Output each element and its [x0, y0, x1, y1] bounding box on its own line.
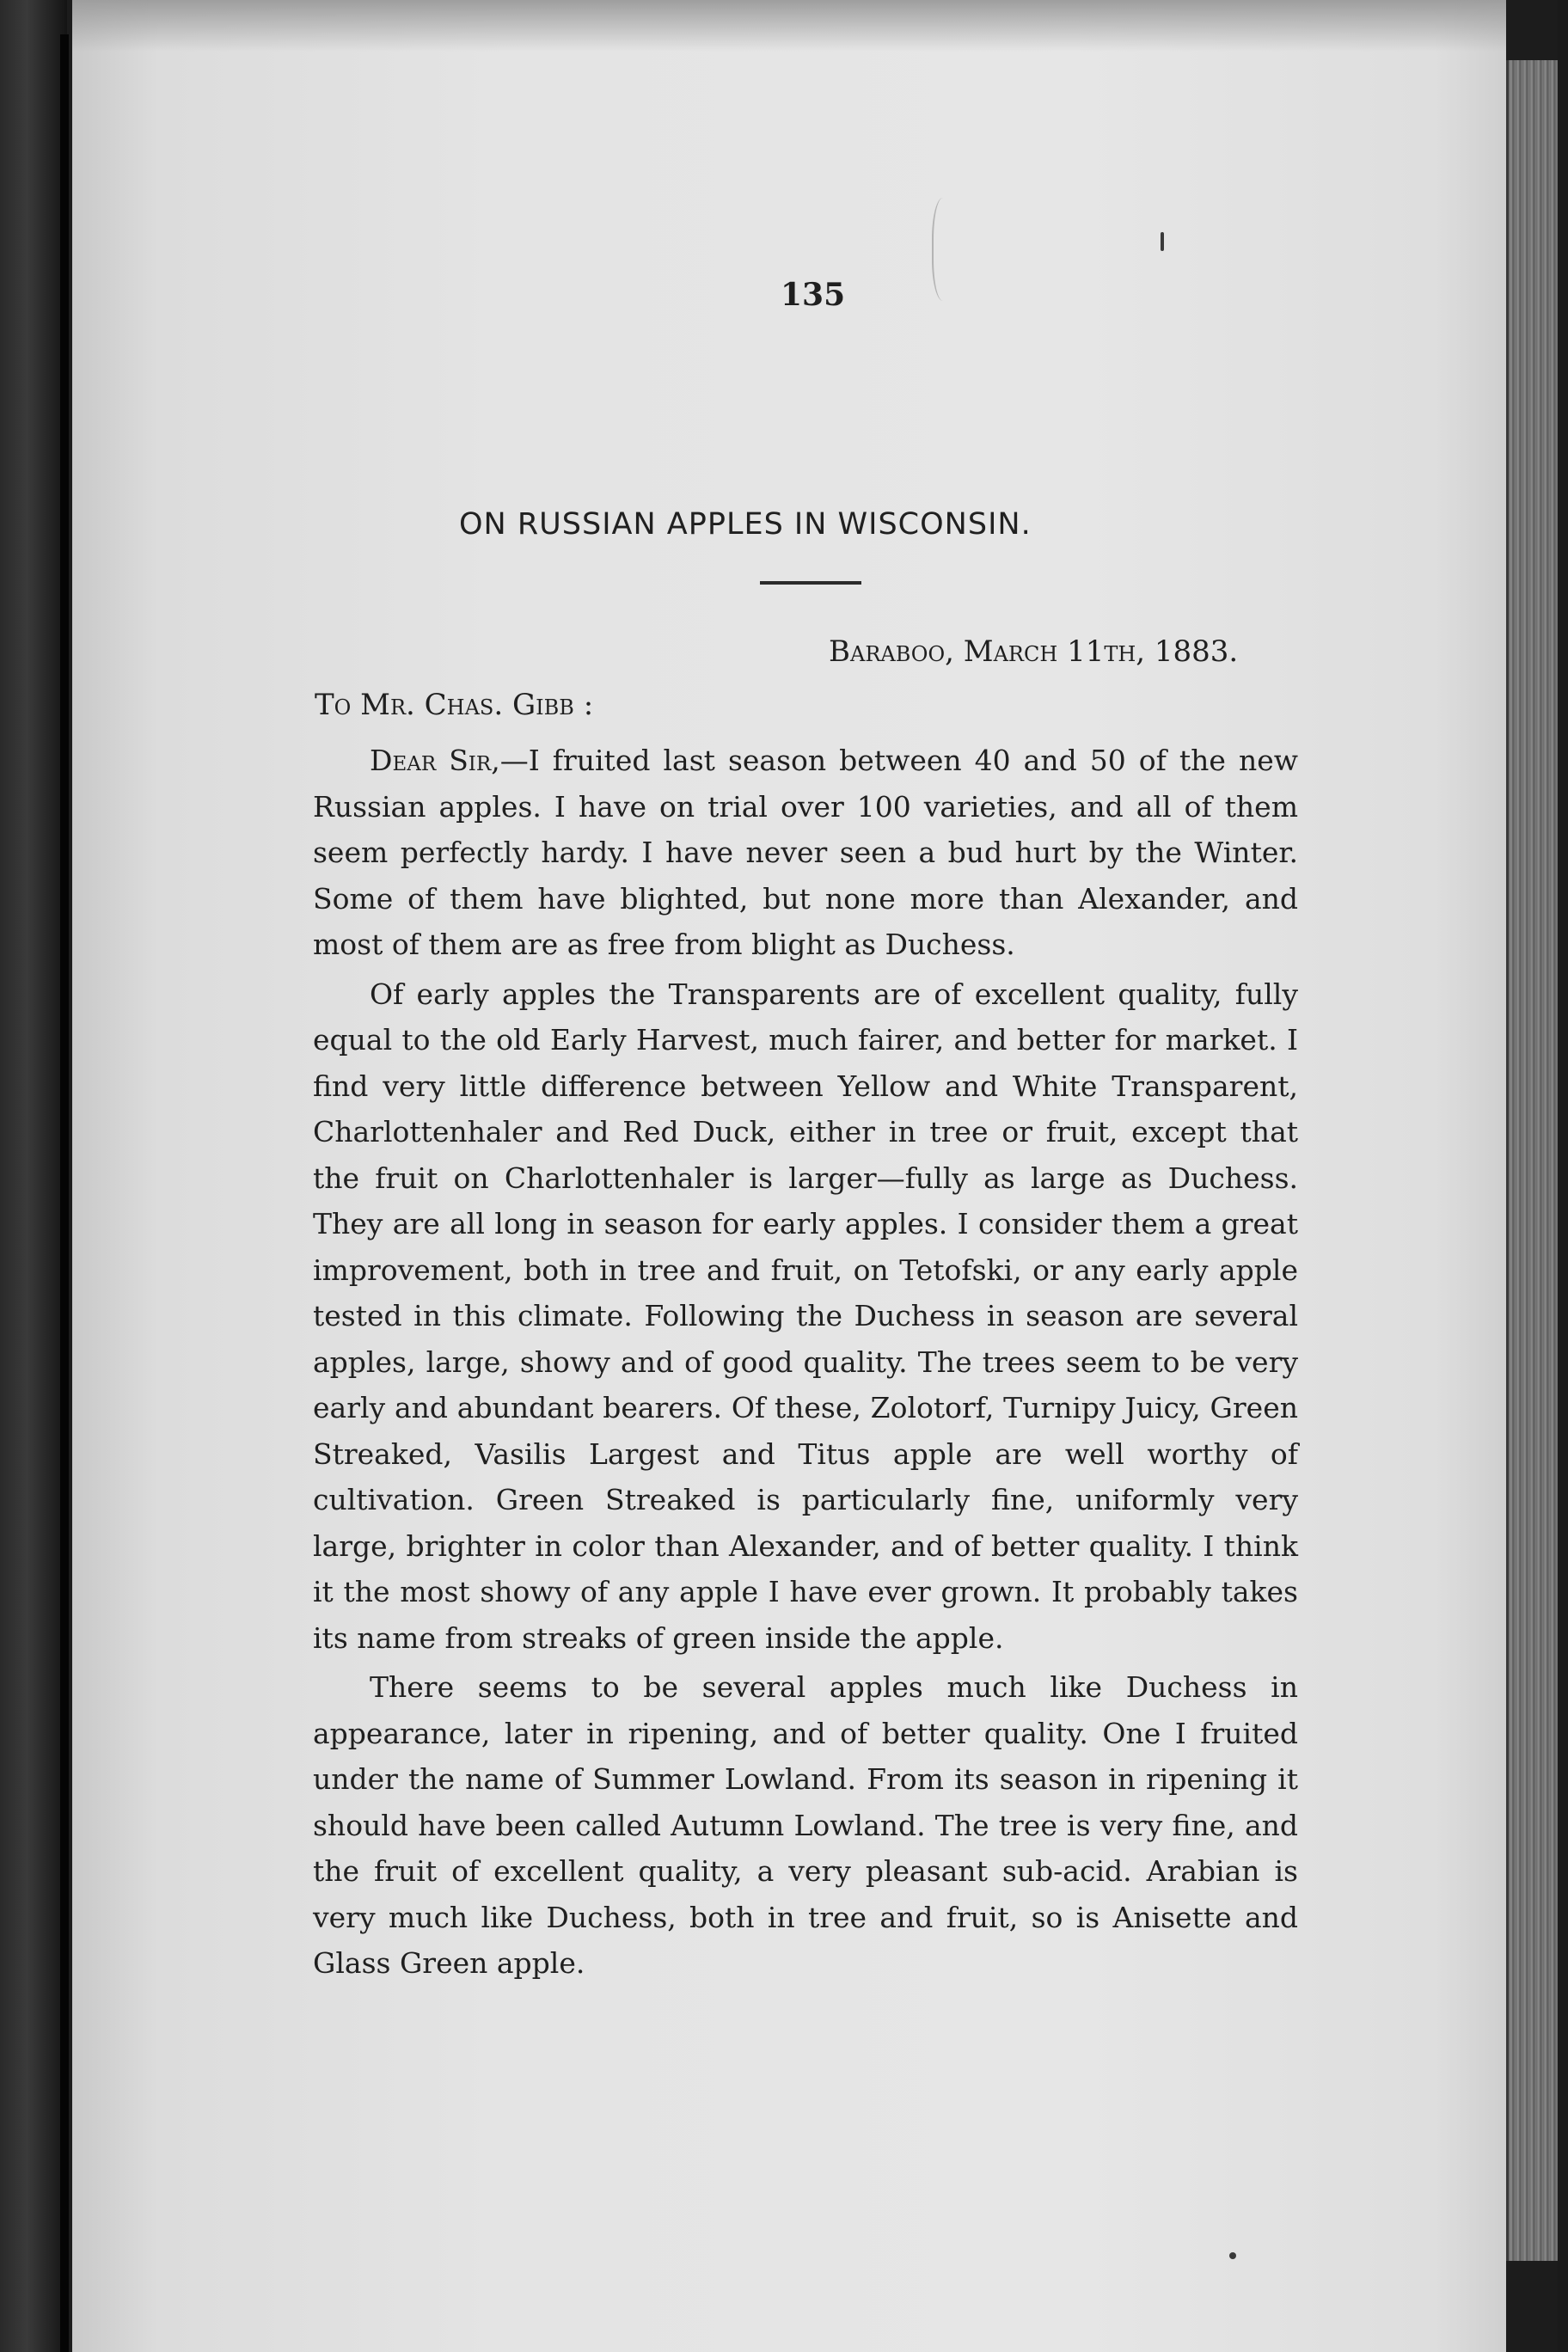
binding-shadow-line	[60, 34, 69, 2352]
scan-mark	[932, 198, 959, 301]
paragraph-text: There seems to be several apples much like Duchess in appearance, later in ripening, and of better quality. One I fruited under the name of Summer Lowland. From its season in ripening it should have been called Autumn Lowland. The tree is very fine, and the fruit of excellent quality, a very pleasant sub-acid. Arabian is very much like Duchess, both in tree and fruit, so is Anisette and Glass Green apple.	[313, 1670, 1298, 1980]
letter-body	[313, 738, 1298, 1987]
letter-dateline: Baraboo, March 11th, 1883.	[829, 634, 1239, 669]
book-page	[72, 0, 1506, 2352]
scan-speck	[1161, 232, 1164, 251]
page-top-shadow	[72, 0, 1506, 52]
binding-gutter	[0, 0, 67, 2352]
paragraph-lead: Dear Sir,	[370, 744, 500, 777]
letter-salutation: To Mr. Chas. Gibb :	[315, 688, 594, 722]
stacked-page-edges	[1506, 60, 1560, 2261]
title-rule-divider	[760, 581, 861, 585]
body-paragraph-2	[313, 971, 1298, 1662]
paragraph-text: —I fruited last season between 40 and 50 of the new Russian apples. I have on trial over 100 varieties, and all of them seem perfectly hardy. I have never seen a bud hurt by the Winter. Some of them have blighted, but none more than Alexander, and most of them are as free from blight as Duchess.	[313, 744, 1298, 961]
page-number: 135	[781, 277, 846, 313]
paragraph-text: Of early apples the Transparents are of excellent quality, fully equal to the old Early Harvest, much fairer, and better for market. I find very little difference between Yellow and White Transparent, Charlottenhaler and Red Duck, either in tree or fruit, except that the fruit on Charlottenhaler is larger—fully as large as Duchess. They are all long in season for early apples. I consider them a great improvement, both in tree and fruit, on Tetofski, or any early apple tested in this climate. Following the Duchess in season are several apples, large, showy and of good quality. The trees seem to be very early and abundant bearers. Of these, Zolotorf, Turnipy Juicy, Green Streaked, Vasilis Largest and Titus apple are well worthy of cultivation. Green Streaked is particularly fine, uniformly very large, brighter in color than Alexander, and of better quality. I think it the most showy of any apple I have ever grown. It probably takes its name from streaks of green inside the apple.	[313, 977, 1298, 1655]
body-paragraph-1	[313, 738, 1298, 968]
body-paragraph-3	[313, 1664, 1298, 1987]
article-title: ON RUSSIAN APPLES IN WISCONSIN.	[459, 507, 1032, 542]
scan-border	[1558, 0, 1568, 2352]
scan-speck	[1229, 2252, 1236, 2259]
